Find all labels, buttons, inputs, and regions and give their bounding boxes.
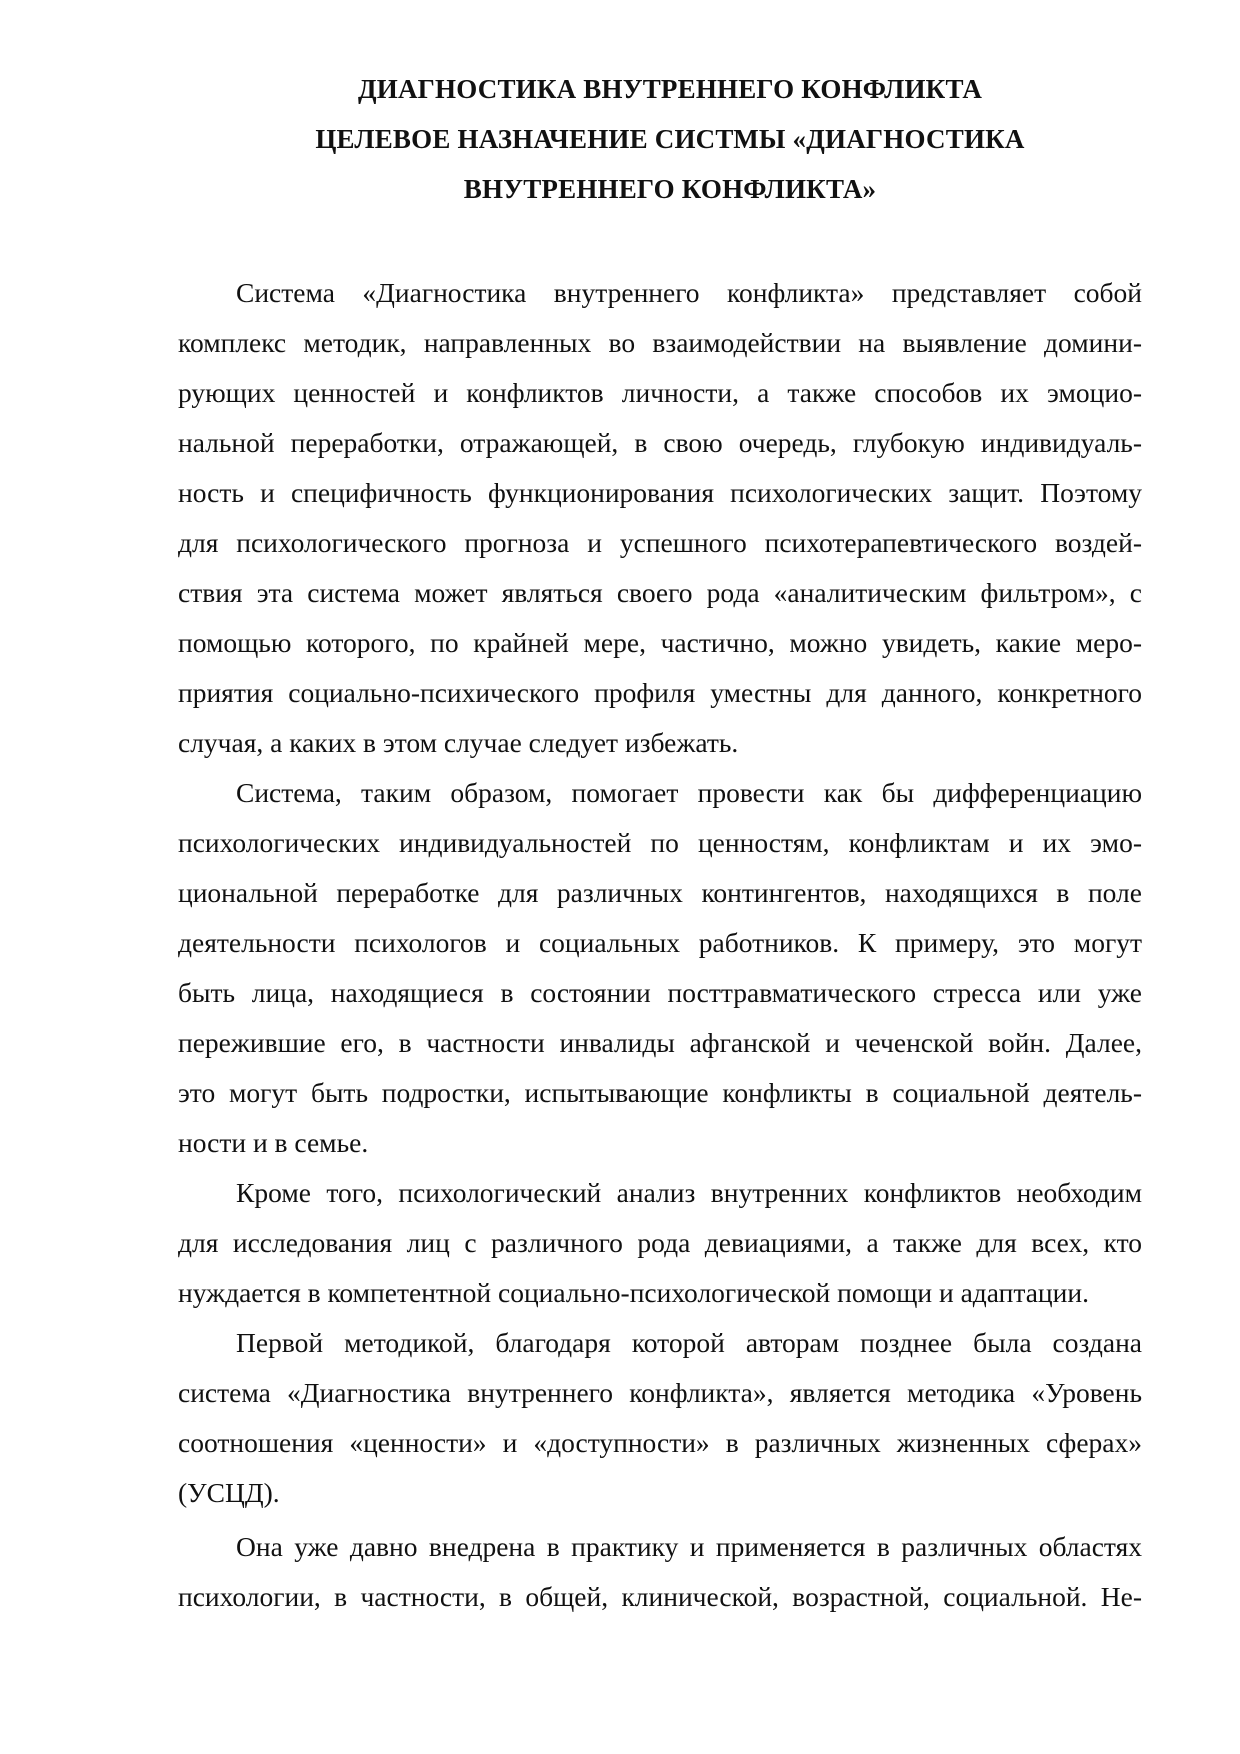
text-line: комплекс методик, направленных во взаимодействии на выявление домини- xyxy=(178,327,1142,358)
document-heading xyxy=(180,64,1160,214)
paragraph-1 xyxy=(178,268,1142,768)
text-line: нальной переработки, отражающей, в свою очередь, глубокую индивидуаль- xyxy=(178,427,1142,458)
heading-line-1: ДИАГНОСТИКА ВНУТРЕННЕГО КОНФЛИКТА xyxy=(357,74,983,104)
text-line: Кроме того, психологический анализ внутренних конфликтов необходим xyxy=(236,1177,1142,1208)
text-line: Система «Диагностика внутреннего конфликта» представляет собой xyxy=(236,277,1142,308)
text-line: нуждается в компетентной социально-психологической помощи и адаптации. xyxy=(178,1277,1089,1308)
paragraph-3 xyxy=(178,1168,1142,1318)
text-line: циональной переработке для различных контингентов, находящихся в поле xyxy=(178,877,1142,908)
heading-line-2: ЦЕЛЕВОЕ НАЗНАЧЕНИЕ СИСТМЫ «ДИАГНОСТИКА xyxy=(315,124,1025,154)
heading-line-3: ВНУТРЕННЕГО КОНФЛИКТА» xyxy=(463,174,877,204)
text-line: Система, таким образом, помогает провести как бы дифференциацию xyxy=(236,777,1142,808)
text-line: психологических индивидуальностей по ценностям, конфликтам и их эмо- xyxy=(178,827,1142,858)
text-line: система «Диагностика внутреннего конфликта», является методика «Уровень xyxy=(178,1377,1142,1408)
text-line: деятельности психологов и социальных работников. К примеру, это могут xyxy=(178,927,1142,958)
text-line: помощью которого, по крайней мере, частично, можно увидеть, какие меро- xyxy=(178,627,1142,658)
text-line: психологии, в частности, в общей, клинической, возрастной, социальной. Не- xyxy=(178,1581,1142,1612)
text-line: случая, а каких в этом случае следует избежать. xyxy=(178,727,739,758)
text-line: ность и специфичность функционирования психологических защит. Поэтому xyxy=(178,477,1142,508)
paragraph-5 xyxy=(178,1522,1142,1622)
text-line: соотношения «ценности» и «доступности» в различных жизненных сферах» xyxy=(178,1427,1142,1458)
text-line: приятия социально-психического профиля уместны для данного, конкретного xyxy=(178,677,1142,708)
text-line: Первой методикой, благодаря которой авторам позднее была создана xyxy=(236,1327,1142,1358)
document-body xyxy=(178,268,1142,1622)
paragraph-2 xyxy=(178,768,1142,1168)
text-line: для психологического прогноза и успешного психотерапевтического воздей- xyxy=(178,527,1142,558)
text-line: быть лица, находящиеся в состоянии посттравматического стресса или уже xyxy=(178,977,1142,1008)
text-line: пережившие его, в частности инвалиды афганской и чеченской войн. Далее, xyxy=(178,1027,1142,1058)
text-line: ности и в семье. xyxy=(178,1127,369,1158)
paragraph-4 xyxy=(178,1318,1142,1518)
text-line: это могут быть подростки, испытывающие конфликты в социальной деятель- xyxy=(178,1077,1142,1108)
text-line: для исследования лиц с различного рода девиациями, а также для всех, кто xyxy=(178,1227,1142,1258)
text-line: (УСЦД). xyxy=(178,1477,280,1508)
text-line: Она уже давно внедрена в практику и применяется в различных областях xyxy=(236,1531,1142,1562)
text-line: рующих ценностей и конфликтов личности, а также способов их эмоцио- xyxy=(178,377,1142,408)
text-line: ствия эта система может являться своего рода «аналитическим фильтром», с xyxy=(178,577,1142,608)
